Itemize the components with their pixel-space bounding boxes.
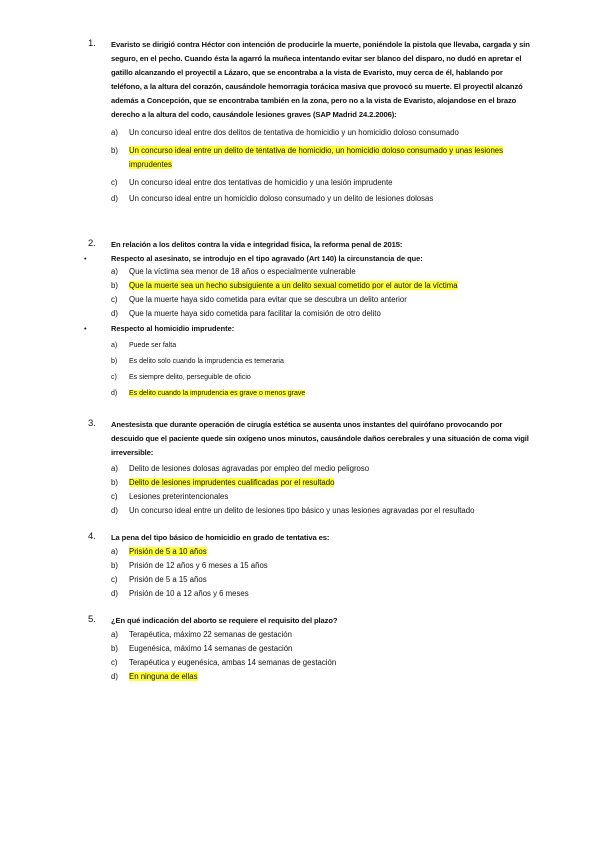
option-d: d) Un concurso ideal entre un delito de lesiones tipo básico y unas lesiones agravadas por el resultado [111,506,475,515]
option-c: c) Prisión de 5 a 15 años [111,575,207,584]
option-b: b) Eugenésica, máximo 14 semanas de gestación [111,644,293,653]
highlighted-answer: Delito de lesiones imprudentes cualificadas por el resultado [129,478,335,487]
question-number: 1. [88,38,96,49]
option-a: a) Terapéutica, máximo 22 semanas de gestación [111,630,292,639]
question-1 [88,38,533,206]
option-d: d) Un concurso ideal entre un homicidio doloso consumado y un delito de lesiones dolosas [111,194,434,203]
question-5 [88,614,533,684]
option-b: b) Prisión de 12 años y 6 meses a 15 años [111,561,268,570]
option-b: b) Es delito solo cuando la imprudencia es temeraria [111,358,284,365]
question-2 [84,238,533,402]
option-a: a) Que la víctima sea menor de 18 años o especialmente vulnerable [111,267,356,276]
highlighted-answer: Que la muerte sea un hecho subsiguiente a un delito sexual cometido por el autor de la víctima [129,281,458,290]
option-d: d) En ninguna de ellas [111,672,198,681]
option-c: c) Un concurso ideal entre dos tentativas de homicidio y una lesión imprudente [111,178,393,187]
option-b: b) Delito de lesiones imprudentes cualificadas por el resultado [111,478,335,487]
question-text: Anestesista que durante operación de cirugía estética se ausenta unos instantes del quirófano provocando por descuido que el paciente quede sin oxígeno unos minutos, causándole daños cerebrales y una situación de coma vigil irreversible: [111,420,529,457]
question-number: 4. [88,531,96,542]
option-c: c) Es siempre delito, perseguible de oficio [111,374,251,381]
option-a: a) Prisión de 5 a 10 años [111,547,207,556]
option-d: d) Es delito cuando la imprudencia es grave o menos grave [111,390,306,397]
question-4 [88,531,533,601]
highlighted-answer: En ninguna de ellas [129,672,198,681]
option-c: c) Terapéutica y eugenésica, ambas 14 semanas de gestación [111,658,337,667]
option-d: d) Prisión de 10 a 12 años y 6 meses [111,589,249,598]
question-number: 2. [88,238,96,249]
question-text: ¿En qué indicación del aborto se requiere el requisito del plazo? [111,616,338,625]
question-number: 5. [88,614,96,625]
highlighted-answer: Prisión de 5 a 10 años [129,547,207,556]
sub-question-2: • Respecto al homicidio imprudente: [84,324,235,333]
highlighted-answer: Es delito cuando la imprudencia es grave o menos grave [129,390,306,397]
question-text: Evaristo se dirigió contra Héctor con intención de producirle la muerte, poniéndole la pistola que llevaba, cargada y sin seguro, en el pecho. Cuando ésta la agarró la muñeca intentando evitar ser blanco del disparo, no dudó en apretar el gatillo alcanzando el proyectil a Lázaro, que se encontraba a la vista de Evaristo, muy cerca de él, hablando por teléfono, a la altura del corazón, causándole hemorragia torácica masiva que provocó su muerte. El proyectil alcanzó además a Concepción, que se encontraba también en la zona, pero no a la vista de Evaristo, alojandose en el brazo derecho a la altura del codo, causándole lesiones graves (SAP Madrid 24.2.2006): [111,40,530,119]
option-a: a) Delito de lesiones dolosas agravadas por empleo del medio peligroso [111,464,370,473]
option-b: b) Un concurso ideal entre un delito de tentativa de homicidio, un homicidio doloso consumado y unas lesiones imprudentes [111,146,504,169]
question-3 [88,418,533,518]
question-number: 3. [88,418,96,429]
highlighted-answer: Un concurso ideal entre un delito de tentativa de homicidio, un homicidio doloso consumado y unas lesiones imprudentes [129,146,504,169]
question-text: La pena del tipo básico de homicidio en grado de tentativa es: [111,533,330,542]
sub-question-1: • Respecto al asesinato, se introdujo en el tipo agravado (Art 140) la circunstancia de que: [84,254,423,263]
question-text: En relación a los delitos contra la vida e integridad física, la reforma penal de 2015: [111,240,403,249]
option-d: d) Que la muerte haya sido cometida para facilitar la comisión de otro delito [111,309,381,318]
option-a: a) Puede ser falta [111,342,177,349]
option-c: c) Que la muerte haya sido cometida para evitar que se descubra un delito anterior [111,295,407,304]
option-c: c) Lesiones preterintencionales [111,492,229,501]
option-b: b) Que la muerte sea un hecho subsiguiente a un delito sexual cometido por el autor de la víctima [111,281,458,290]
option-a: a) Un concurso ideal entre dos delitos de tentativa de homicidio y un homicidio doloso consumado [111,128,459,137]
